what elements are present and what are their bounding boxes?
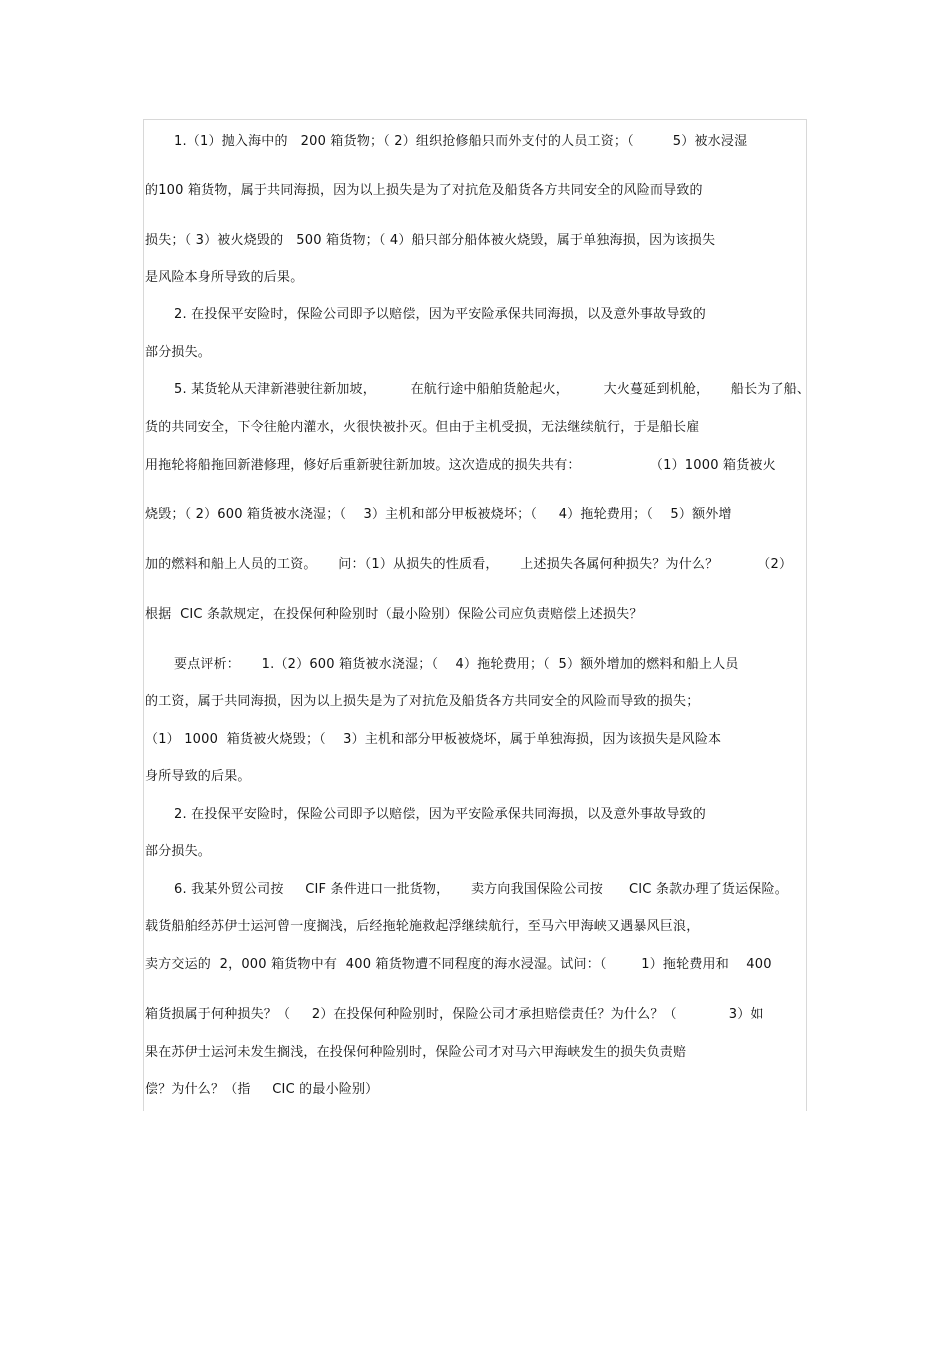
q2-answer-line-1: 2. 在投保平安险时，保险公司即予以赔偿，因为平安险承保共同海损，以及意外事故导致的 [174,307,706,322]
q1-answer-line-4: 是风险本身所导致的后果。 [145,270,304,285]
q5-text-line-2: 货的共同安全，下令往舱内灌水，火很快被扑灭。但由于主机受损，无法继续航行，于是船长雇 [145,420,700,435]
q5-analysis-line-6: 部分损失。 [145,844,212,859]
q1-answer-line-1: 1.（1）抛入海中的 200 箱货物；（ 2）组织抢修船只而外支付的人员工资；（ 5）被水浸湿 [174,134,748,149]
q6-text-line-3: 卖方交运的 2，000 箱货物中有 400 箱货物遭不同程度的海水浸湿。试问：（ 1）拖轮费用和 400 [145,957,772,972]
q1-answer-line-2: 的100 箱货物，属于共同海损，因为以上损失是为了对抗危及船货各方共同安全的风险而导致的 [145,183,703,198]
q5-analysis-line-5: 2. 在投保平安险时，保险公司即予以赔偿，因为平安险承保共同海损，以及意外事故导致的 [174,807,706,822]
q5-analysis-line-2: 的工资，属于共同海损，因为以上损失是为了对抗危及船货各方共同安全的风险而导致的损失； [145,694,700,709]
q5-analysis-line-3: （1） 1000 箱货被火烧毁；（ 3）主机和部分甲板被烧坏，属于单独海损，因为该损失是风险本 [145,732,722,747]
text-frame-top-border [143,119,807,120]
q6-text-line-5: 果在苏伊士运河未发生搁浅，在投保何种险别时，保险公司才对马六甲海峡发生的损失负责赔 [145,1045,687,1060]
q2-answer-line-2: 部分损失。 [145,345,212,360]
q6-text-line-6: 偿？为什么？（指 CIC 的最小险别） [145,1082,379,1097]
q5-analysis-line-4: 身所导致的后果。 [145,769,251,784]
q5-text-line-6: 根据 CIC 条款规定，在投保何种险别时（最小险别）保险公司应负责赔偿上述损失？ [145,607,643,622]
q5-analysis-line-1: 要点评析： 1.（2）600 箱货被水浇湿；（ 4）拖轮费用；（ 5）额外增加的燃料和船上人员 [174,657,739,672]
q6-text-line-2: 载货船舶经苏伊士运河曾一度搁浅，后经拖轮施救起浮继续航行，至马六甲海峡又遇暴风巨浪， [145,919,700,934]
q1-answer-line-3: 损失；（ 3）被火烧毁的 500 箱货物；（ 4）船只部分船体被火烧毁，属于单独海损，因为该损失 [145,233,716,248]
q5-text-line-5: 加的燃料和船上人员的工资。 问：（1）从损失的性质看， 上述损失各属何种损失？为什么？ （2） [145,557,793,572]
text-frame-right-border [806,119,807,1111]
q6-text-line-4: 箱货损属于何种损失？（ 2）在投保何种险别时，保险公司才承担赔偿责任？为什么？（ 3）如 [145,1007,764,1022]
text-frame-left-border [143,119,144,1111]
q6-text-line-1: 6. 我某外贸公司按 CIF 条件进口一批货物， 卖方向我国保险公司按 CIC 条款办理了货运保险。 [174,882,788,897]
q5-text-line-3: 用拖轮将船拖回新港修理，修好后重新驶往新加坡。这次造成的损失共有： （1）1000 箱货被火 [145,458,776,473]
q5-text-line-4: 烧毁；（ 2）600 箱货被水浇湿；（ 3）主机和部分甲板被烧坏；（ 4）拖轮费用；（ 5）额外增 [145,507,732,522]
q5-text-line-1: 5. 某货轮从天津新港驶往新加坡， 在航行途中船舶货舱起火， 大火蔓延到机舱， 船长为了船、 [174,382,811,397]
